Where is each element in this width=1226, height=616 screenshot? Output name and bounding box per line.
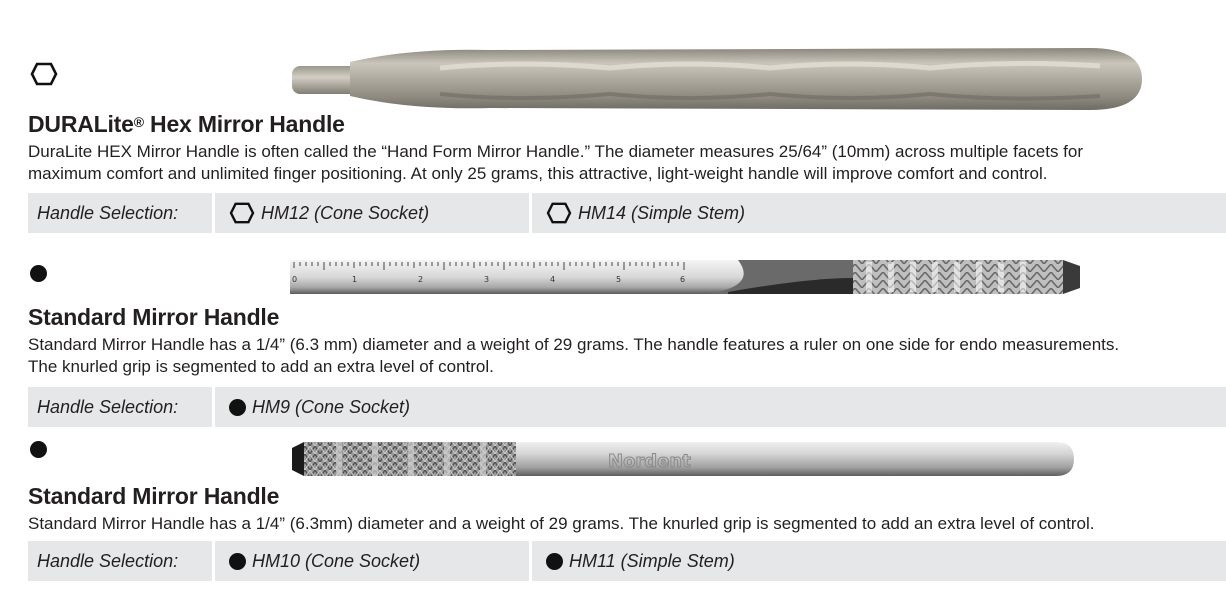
handle-selection-row <box>28 541 1226 581</box>
ruler-label: 2 <box>418 275 424 284</box>
hexagon-icon <box>30 62 58 86</box>
product-title: Standard Mirror Handle <box>28 304 280 330</box>
product-title: Standard Mirror Handle <box>28 483 280 509</box>
ruler-label: 0 <box>292 275 298 284</box>
ruler-label: 6 <box>680 275 686 284</box>
option-hm10[interactable]: HM10 (Cone Socket) <box>215 541 532 581</box>
filled-circle-icon <box>30 265 47 282</box>
filled-circle-icon <box>30 441 47 458</box>
product-description: Standard Mirror Handle has a 1/4” (6.3 mm) diameter and a weight of 29 grams. The handle features a ruler on one side for endo measurements. The knurled grip is segmented to add an extra level of control. <box>28 335 1120 376</box>
ruler-mirror-handle-image <box>288 256 1084 300</box>
handle-selection-label: Handle Selection: <box>28 193 215 233</box>
handle-selection-label: Handle Selection: <box>28 387 215 427</box>
product-title: DURALite® Hex Mirror Handle <box>28 111 345 137</box>
ruler-label: 1 <box>352 275 358 284</box>
option-hm14[interactable]: HM14 (Simple Stem) <box>532 193 1226 233</box>
filled-circle-icon <box>229 399 246 416</box>
product-description: DuraLite HEX Mirror Handle is often called the “Hand Form Mirror Handle.” The diameter measures 25/64” (10mm) across multiple facets for maximum comfort and unlimited finger positioning. At only 25 grams, this attractive, light-weight handle will improve comfort and control. <box>28 142 1084 183</box>
product-description: Standard Mirror Handle has a 1/4” (6.3mm) diameter and a weight of 29 grams. The knurled grip is segmented to add an extra level of control. <box>28 514 1095 533</box>
hexagon-icon <box>546 202 572 224</box>
hexagon-icon <box>229 202 255 224</box>
option-hm11[interactable]: HM11 (Simple Stem) <box>532 541 1226 581</box>
ruler-label: 3 <box>484 275 490 284</box>
ruler-label: 5 <box>616 275 622 284</box>
filled-circle-icon <box>229 553 246 570</box>
knurled-mirror-handle-image <box>290 438 1078 480</box>
brand-engraving: Nordent <box>608 451 691 472</box>
hex-mirror-handle-image <box>290 42 1146 116</box>
option-hm12[interactable]: HM12 (Cone Socket) <box>215 193 532 233</box>
filled-circle-icon <box>546 553 563 570</box>
handle-selection-label: Handle Selection: <box>28 541 215 581</box>
handle-selection-row <box>28 193 1226 233</box>
next-section-heading-fragment <box>28 596 388 616</box>
ruler-label: 4 <box>550 275 556 284</box>
handle-selection-row <box>28 387 1226 427</box>
option-hm9[interactable]: HM9 (Cone Socket) <box>215 387 1226 427</box>
